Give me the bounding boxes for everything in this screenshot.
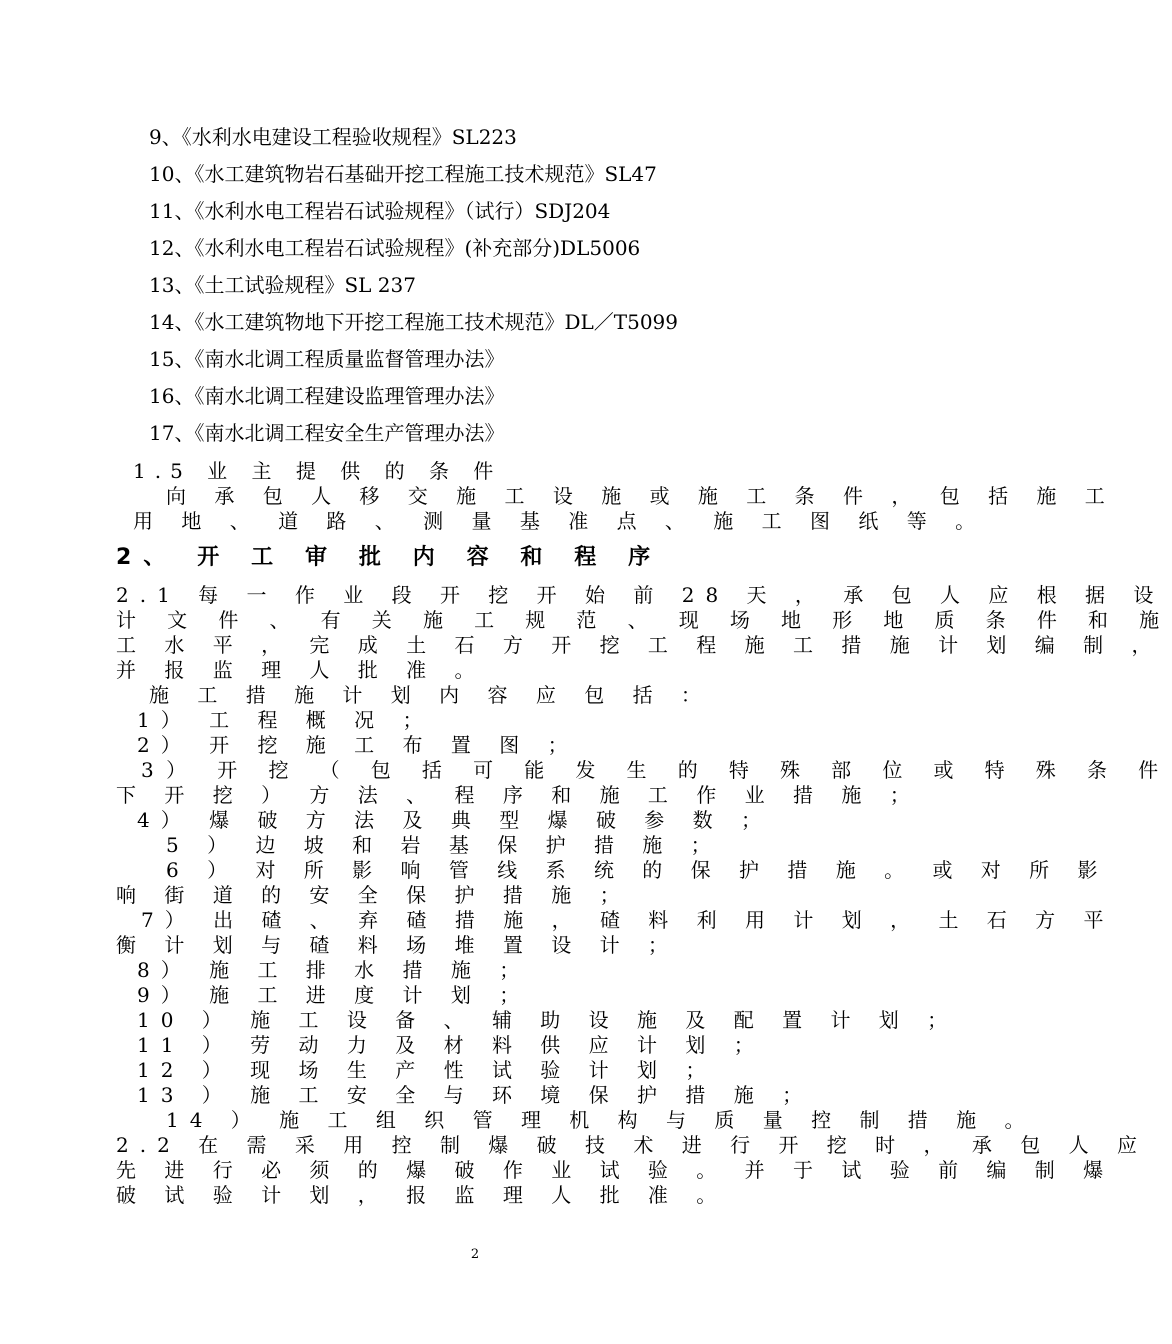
- list-item: 4） 爆 破 方 法 及 典 型 爆 破 参 数 ；: [137, 808, 773, 832]
- list-item: 13 ） 施 工 安 全 与 环 境 保 护 措 施 ；: [137, 1083, 814, 1107]
- list-item: 衡 计 划 与 碴 料 场 堆 置 设 计 ；: [116, 933, 679, 957]
- reference-item: 13、《土工试验规程》SL 237: [149, 273, 416, 297]
- reference-item: 9、《水利水电建设工程验收规程》SL223: [149, 125, 517, 149]
- section-2-2-text: 2.2 在 需 采 用 控 制 爆 破 技 术 进 行 开 挖 时 ， 承 包 人 应: [116, 1133, 1148, 1157]
- section-2-2-text: 破 试 验 计 划 ， 报 监 理 人 批 准 。: [116, 1183, 728, 1207]
- section-2-1-text: 并 报 监 理 人 批 准 。: [116, 658, 486, 682]
- section-2-1-text: 2.1 每 一 作 业 段 开 挖 开 始 前 28 天 ， 承 包 人 应 根 据 设: [116, 583, 1165, 607]
- list-item: 9） 施 工 进 度 计 划 ；: [137, 983, 531, 1007]
- section-heading-2: 2、 开 工 审 批 内 容 和 程 序: [116, 545, 663, 570]
- section-1-5-title: 1.5 业 主 提 供 的 条 件: [133, 459, 503, 483]
- reference-item: 12、《水利水电工程岩石试验规程》(补充部分)DL5006: [149, 236, 641, 260]
- section-2-1-text: 计 文 件 、 有 关 施 工 规 范 、 现 场 地 形 地 质 条 件 和 施: [116, 608, 1172, 632]
- reference-item: 10、《水工建筑物岩石基础开挖工程施工技术规范》SL47: [149, 162, 657, 186]
- reference-item: 16、《南水北调工程建设监理管理办法》: [149, 384, 505, 408]
- list-item: 1） 工 程 概 况 ；: [137, 708, 434, 732]
- section-2-1-text: 工 水 平 ， 完 成 土 石 方 开 挖 工 程 施 工 措 施 计 划 编 制 ，: [116, 633, 1163, 657]
- list-item: 11 ） 劳 动 力 及 材 料 供 应 计 划 ；: [137, 1033, 765, 1057]
- section-1-5-text: 用 地 、 道 路 、 测 量 基 准 点 、 施 工 图 纸 等 。: [133, 509, 987, 533]
- list-item: 10 ） 施 工 设 备 、 辅 助 设 施 及 配 置 计 划 ；: [137, 1008, 959, 1032]
- list-item: 5 ） 边 坡 和 岩 基 保 护 措 施 ；: [166, 833, 722, 857]
- list-item: 8） 施 工 排 水 措 施 ；: [137, 958, 531, 982]
- section-2-2-text: 先 进 行 必 须 的 爆 破 作 业 试 验 。 并 于 试 验 前 编 制 爆: [116, 1158, 1115, 1182]
- reference-item: 14、《水工建筑物地下开挖工程施工技术规范》DL／T5099: [149, 310, 679, 334]
- list-item: 2） 开 挖 施 工 布 置 图 ；: [137, 733, 579, 757]
- list-item: 下 开 挖 ） 方 法 、 程 序 和 施 工 作 业 措 施 ；: [116, 783, 921, 807]
- reference-item: 11、《水利水电工程岩石试验规程》（试行）SDJ204: [149, 199, 611, 223]
- list-item: 6 ） 对 所 影 响 管 线 系 统 的 保 护 措 施 。 或 对 所 影: [166, 858, 1109, 882]
- section-1-5-text: 向 承 包 人 移 交 施 工 设 施 或 施 工 条 件 ， 包 括 施 工: [166, 484, 1116, 508]
- list-item: 12 ） 现 场 生 产 性 试 验 计 划 ；: [137, 1058, 717, 1082]
- list-item: 14 ） 施 工 组 织 管 理 机 构 与 质 量 控 制 措 施 。: [166, 1108, 1036, 1132]
- section-2-1-text: 施 工 措 施 计 划 内 容 应 包 括 ：: [149, 683, 712, 707]
- list-item: 7） 出 碴 、 弃 碴 措 施 ， 碴 料 利 用 计 划 ， 土 石 方 平: [141, 908, 1115, 932]
- list-item: 响 街 道 的 安 全 保 护 措 施 ；: [116, 883, 631, 907]
- page-number: 2: [470, 1247, 480, 1262]
- list-item: 3） 开 挖 （ 包 括 可 能 发 生 的 特 殊 部 位 或 特 殊 条 件: [141, 758, 1171, 782]
- reference-item: 15、《南水北调工程质量监督管理办法》: [149, 347, 505, 371]
- reference-item: 17、《南水北调工程安全生产管理办法》: [149, 421, 505, 445]
